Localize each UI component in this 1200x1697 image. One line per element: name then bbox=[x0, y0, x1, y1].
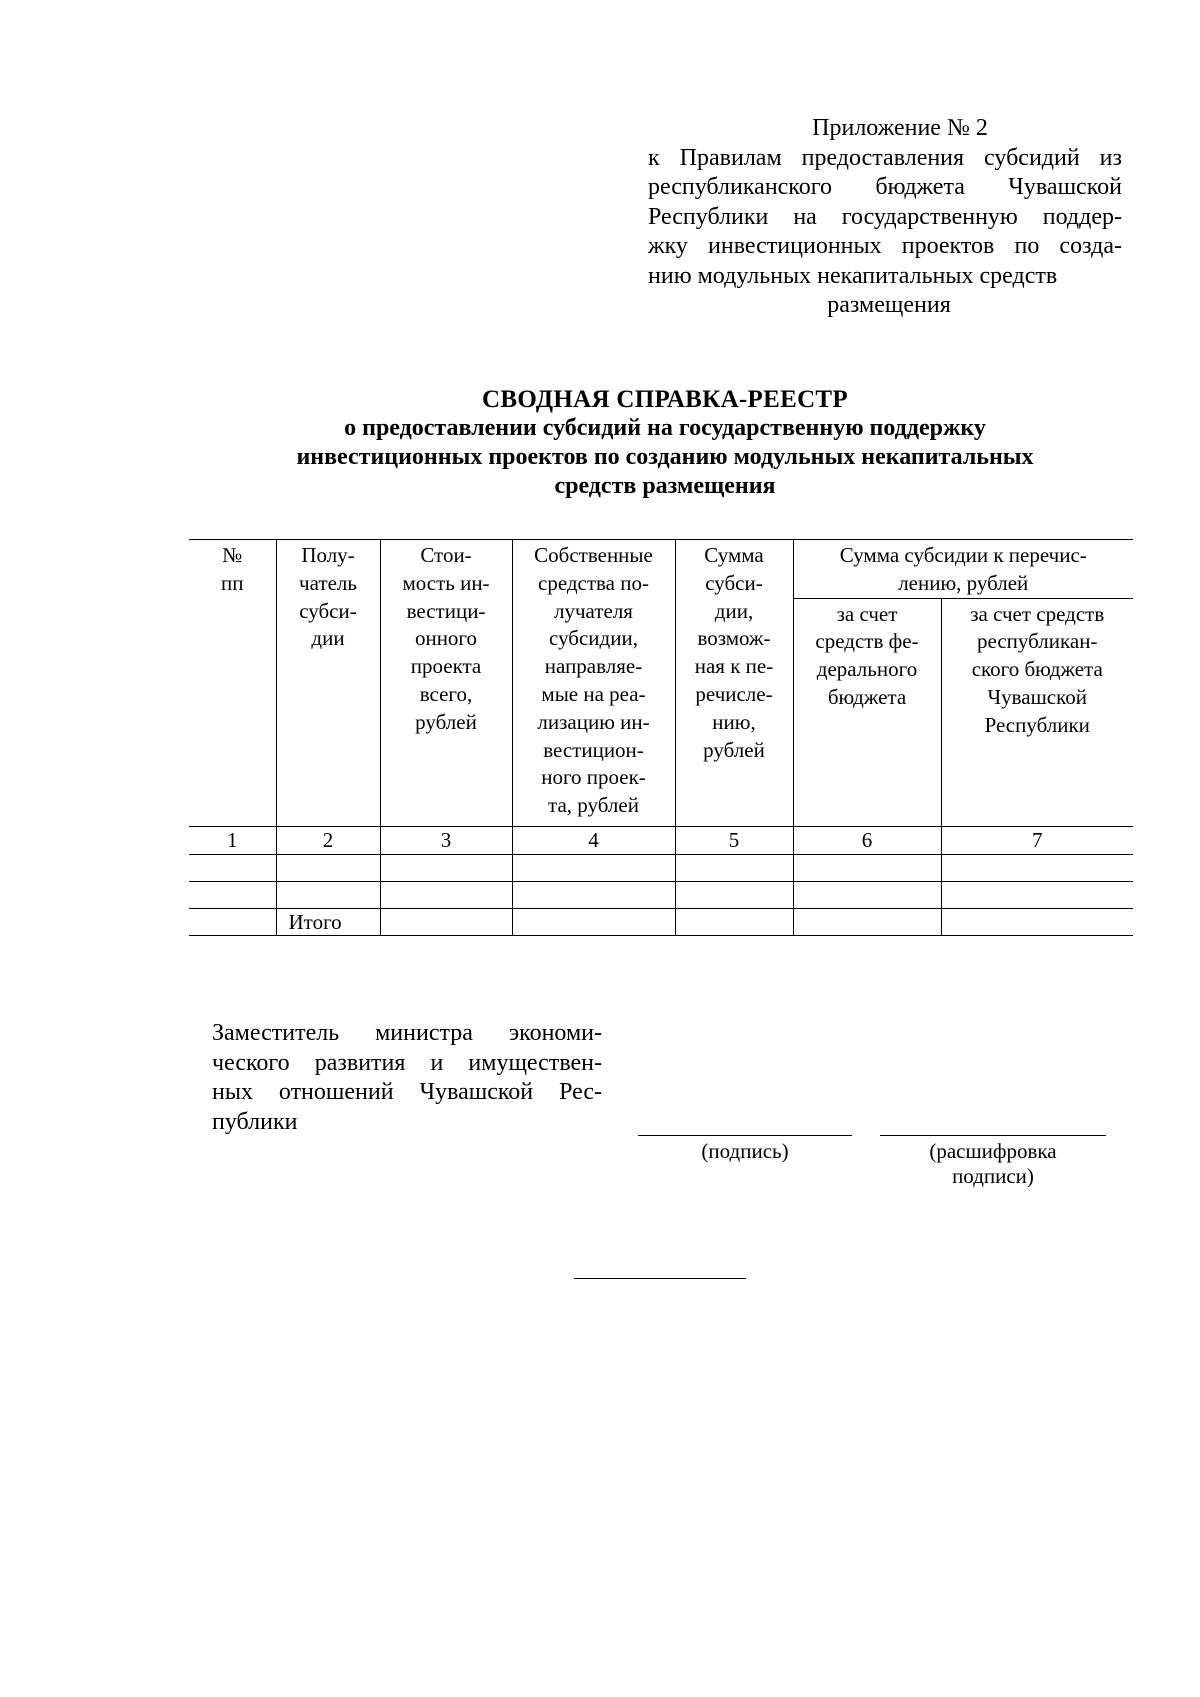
table-cell bbox=[189, 908, 276, 935]
header-text: лизацию ин- bbox=[537, 709, 650, 734]
table-cell bbox=[793, 854, 941, 881]
table-cell bbox=[675, 881, 793, 908]
appendix-line: республиканского бюджета Чувашской bbox=[648, 174, 1122, 200]
header-text: лучателя bbox=[554, 598, 633, 623]
header-project-cost bbox=[380, 540, 512, 827]
table-cell bbox=[512, 854, 675, 881]
appendix-line: Республики на государственную поддер- bbox=[648, 203, 1122, 230]
header-text: Сумма bbox=[704, 543, 764, 567]
table-cell bbox=[675, 908, 793, 935]
table-cell bbox=[512, 908, 675, 935]
column-number: 2 bbox=[276, 826, 380, 854]
header-text: онного bbox=[414, 626, 478, 651]
column-number: 1 bbox=[189, 826, 276, 854]
table-cell bbox=[189, 881, 276, 908]
header-text: дии, bbox=[714, 598, 754, 623]
table-cell bbox=[941, 881, 1133, 908]
table-cell bbox=[793, 881, 941, 908]
signer-position bbox=[212, 1019, 602, 1137]
appendix-line: нию модульных некапитальных средств bbox=[648, 262, 1058, 289]
header-text: республикан- bbox=[977, 629, 1098, 654]
header-text: Собственные bbox=[534, 543, 653, 567]
table-cell bbox=[380, 881, 512, 908]
total-row bbox=[189, 908, 1133, 935]
header-text: возмож- bbox=[697, 626, 771, 651]
table-row bbox=[189, 881, 1133, 908]
appendix-line: к Правилам предоставления субсидий из bbox=[648, 144, 1122, 171]
header-text: вестици- bbox=[406, 598, 486, 623]
header-text: субсидии, bbox=[549, 626, 638, 651]
column-number: 6 bbox=[793, 826, 941, 854]
table-cell bbox=[793, 908, 941, 935]
header-text: лению, рублей bbox=[898, 570, 1029, 595]
header-federal-budget bbox=[793, 598, 941, 826]
table-cell bbox=[941, 854, 1133, 881]
table-row bbox=[189, 854, 1133, 881]
title-line: о предоставлении субсидий на государственную поддержку bbox=[344, 415, 986, 441]
header-text: субси- bbox=[299, 598, 357, 623]
header-text: та, рублей bbox=[548, 793, 639, 818]
column-number: 5 bbox=[675, 826, 793, 854]
signature-caption: (подпись) bbox=[701, 1139, 789, 1163]
header-own-funds bbox=[512, 540, 675, 827]
table-cell bbox=[941, 908, 1133, 935]
header-text: нию, bbox=[712, 709, 756, 734]
header-text: средств фе- bbox=[815, 629, 919, 654]
total-label: Итого bbox=[276, 908, 380, 935]
header-text: субси- bbox=[705, 570, 763, 595]
header-text: Сумма субсидии к перечис- bbox=[839, 543, 1087, 567]
header-text: средства по- bbox=[538, 570, 649, 595]
title-main: СВОДНАЯ СПРАВКА-РЕЕСТР bbox=[482, 386, 848, 413]
header-text: ского бюджета bbox=[971, 657, 1103, 682]
header-text: Республики bbox=[984, 712, 1090, 737]
header-text: направляе- bbox=[544, 654, 643, 679]
header-text: ного проек- bbox=[541, 765, 646, 790]
header-text: Полу- bbox=[301, 543, 355, 567]
signer-line: ческого развития и имуществен- bbox=[212, 1049, 602, 1076]
header-text: за счет bbox=[836, 601, 898, 626]
header-text: дерального bbox=[816, 657, 918, 682]
column-number-row bbox=[189, 826, 1133, 854]
header-republic-budget bbox=[941, 598, 1133, 826]
table-cell bbox=[380, 854, 512, 881]
signer-line: Заместитель министра экономи- bbox=[212, 1020, 602, 1046]
decoding-caption-line: (расшифровка bbox=[929, 1139, 1057, 1163]
appendix-heading: Приложение № 2 bbox=[812, 115, 988, 141]
header-text: № bbox=[222, 543, 243, 567]
table-cell bbox=[512, 881, 675, 908]
registry-table bbox=[189, 539, 1133, 936]
signature-line bbox=[638, 1135, 852, 1136]
decoding-caption bbox=[880, 1139, 1106, 1189]
table-cell bbox=[276, 881, 380, 908]
column-number: 3 bbox=[380, 826, 512, 854]
decoding-caption-line: подписи) bbox=[952, 1164, 1034, 1188]
header-text: чатель bbox=[299, 570, 357, 595]
table-cell bbox=[276, 854, 380, 881]
appendix-tail: размещения bbox=[827, 292, 951, 318]
decoding-line bbox=[880, 1135, 1106, 1136]
appendix-block bbox=[648, 114, 1122, 321]
header-number bbox=[189, 540, 276, 827]
column-number: 4 bbox=[512, 826, 675, 854]
header-text: пп bbox=[221, 570, 244, 595]
header-transfer-group bbox=[793, 540, 1133, 599]
header-text: бюджета bbox=[827, 684, 907, 709]
header-subsidy-sum bbox=[675, 540, 793, 827]
header-text: за счет средств bbox=[970, 601, 1105, 626]
header-text: Чувашской bbox=[987, 684, 1087, 709]
title-line: средств размещения bbox=[554, 473, 776, 499]
header-text: рублей bbox=[415, 709, 477, 734]
header-text: вестицион- bbox=[543, 737, 644, 762]
signer-line: публики bbox=[212, 1108, 298, 1135]
signer-line: ных отношений Чувашской Рес- bbox=[212, 1079, 602, 1106]
appendix-line: жку инвестиционных проектов по созда- bbox=[648, 233, 1122, 259]
header-text: мость ин- bbox=[402, 570, 490, 595]
header-text: дии bbox=[311, 626, 345, 651]
document-title bbox=[190, 385, 1140, 501]
header-text: мые на реа- bbox=[541, 681, 646, 706]
header-text: проекта bbox=[410, 654, 482, 679]
table-cell bbox=[675, 854, 793, 881]
header-text: всего, bbox=[419, 681, 473, 706]
appendix-text bbox=[648, 144, 1122, 292]
header-text: ная к пе- bbox=[694, 654, 774, 679]
table-cell bbox=[380, 908, 512, 935]
end-separator-line bbox=[574, 1278, 746, 1279]
header-recipient bbox=[276, 540, 380, 827]
header-text: Стои- bbox=[420, 543, 472, 567]
table-cell bbox=[189, 854, 276, 881]
header-text: рублей bbox=[703, 737, 765, 762]
title-line: инвестиционных проектов по созданию модульных некапитальных bbox=[296, 444, 1034, 470]
header-text: речисле- bbox=[695, 681, 773, 706]
column-number: 7 bbox=[941, 826, 1133, 854]
